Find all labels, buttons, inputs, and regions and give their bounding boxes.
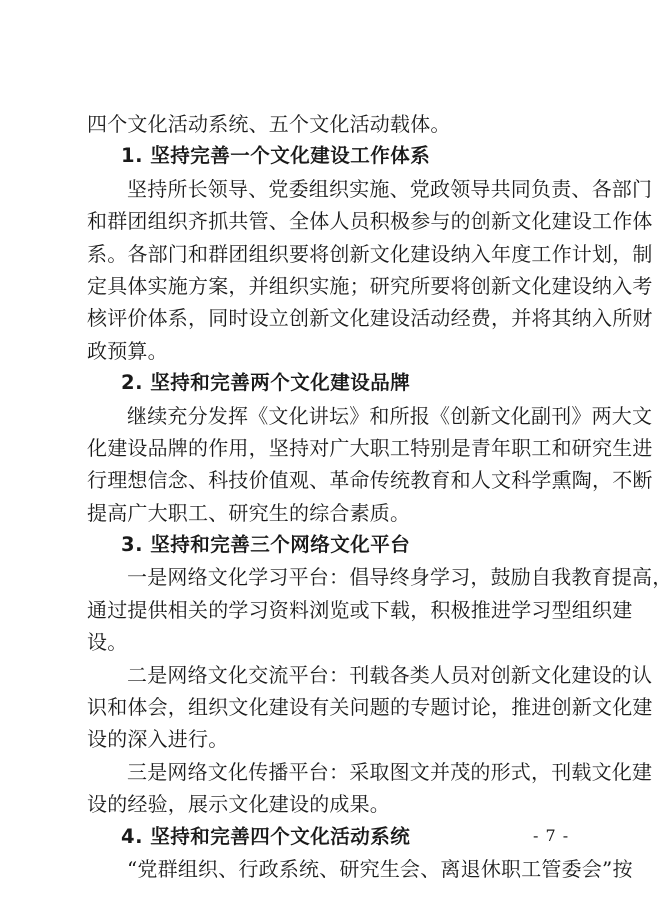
paragraph-line: 通过提供相关的学习资料浏览或下载，积极推进学习型组织建 <box>87 597 633 622</box>
paragraph-line: “党群组织、行政系统、研究生会、离退休职工管委会”按 <box>127 856 633 881</box>
paragraph-line: 识和体会，组织文化建设有关问题的专题讨论，推进创新文化建 <box>87 695 653 720</box>
paragraph-line: 设的经验，展示文化建设的成果。 <box>87 792 390 817</box>
section-heading: 1. 坚持完善一个文化建设工作体系 <box>121 144 431 168</box>
paragraph-line: 坚持所长领导、党委组织实施、党政领导共同负责、各部门 <box>127 176 653 201</box>
paragraph-line: 系。各部门和群团组织要将创新文化建设纳入年度工作计划，制 <box>87 241 653 266</box>
paragraph-line: 化建设品牌的作用，坚持对广大职工特别是青年职工和研究生进 <box>87 435 653 460</box>
paragraph-line: 三是网络文化传播平台：采取图文并茂的形式，刊载文化建 <box>127 759 653 784</box>
paragraph-line: 设的深入进行。 <box>87 727 229 752</box>
paragraph-line: 行理想信念、科技价值观、革命传统教育和人文科学熏陶，不断 <box>87 468 653 493</box>
paragraph-line: 核评价体系，同时设立创新文化建设活动经费，并将其纳入所财 <box>87 306 653 331</box>
page-number: - 7 - <box>533 826 570 845</box>
section-heading: 2. 坚持和完善两个文化建设品牌 <box>121 371 411 395</box>
paragraph-line: 定具体实施方案，并组织实施；研究所要将创新文化建设纳入考 <box>87 273 653 298</box>
paragraph-line: 政预算。 <box>87 338 168 363</box>
paragraph-line: 提高广大职工、研究生的综合素质。 <box>87 500 411 525</box>
paragraph-line: 一是网络文化学习平台：倡导终身学习，鼓励自我教育提高， <box>127 565 672 590</box>
paragraph-line: 二是网络文化交流平台：刊载各类人员对创新文化建设的认 <box>127 662 653 687</box>
section-heading: 4. 坚持和完善四个文化活动系统 <box>121 824 411 848</box>
section-heading: 3. 坚持和完善三个网络文化平台 <box>121 533 411 557</box>
paragraph-line: 设。 <box>87 630 128 655</box>
document-body <box>87 108 672 885</box>
paragraph-line: 和群团组织齐抓共管、全体人员积极参与的创新文化建设工作体 <box>87 209 653 234</box>
paragraph-line: 继续充分发挥《文化讲坛》和所报《创新文化副刊》两大文 <box>127 403 653 428</box>
paragraph-line: 四个文化活动系统、五个文化活动载体。 <box>87 112 451 136</box>
